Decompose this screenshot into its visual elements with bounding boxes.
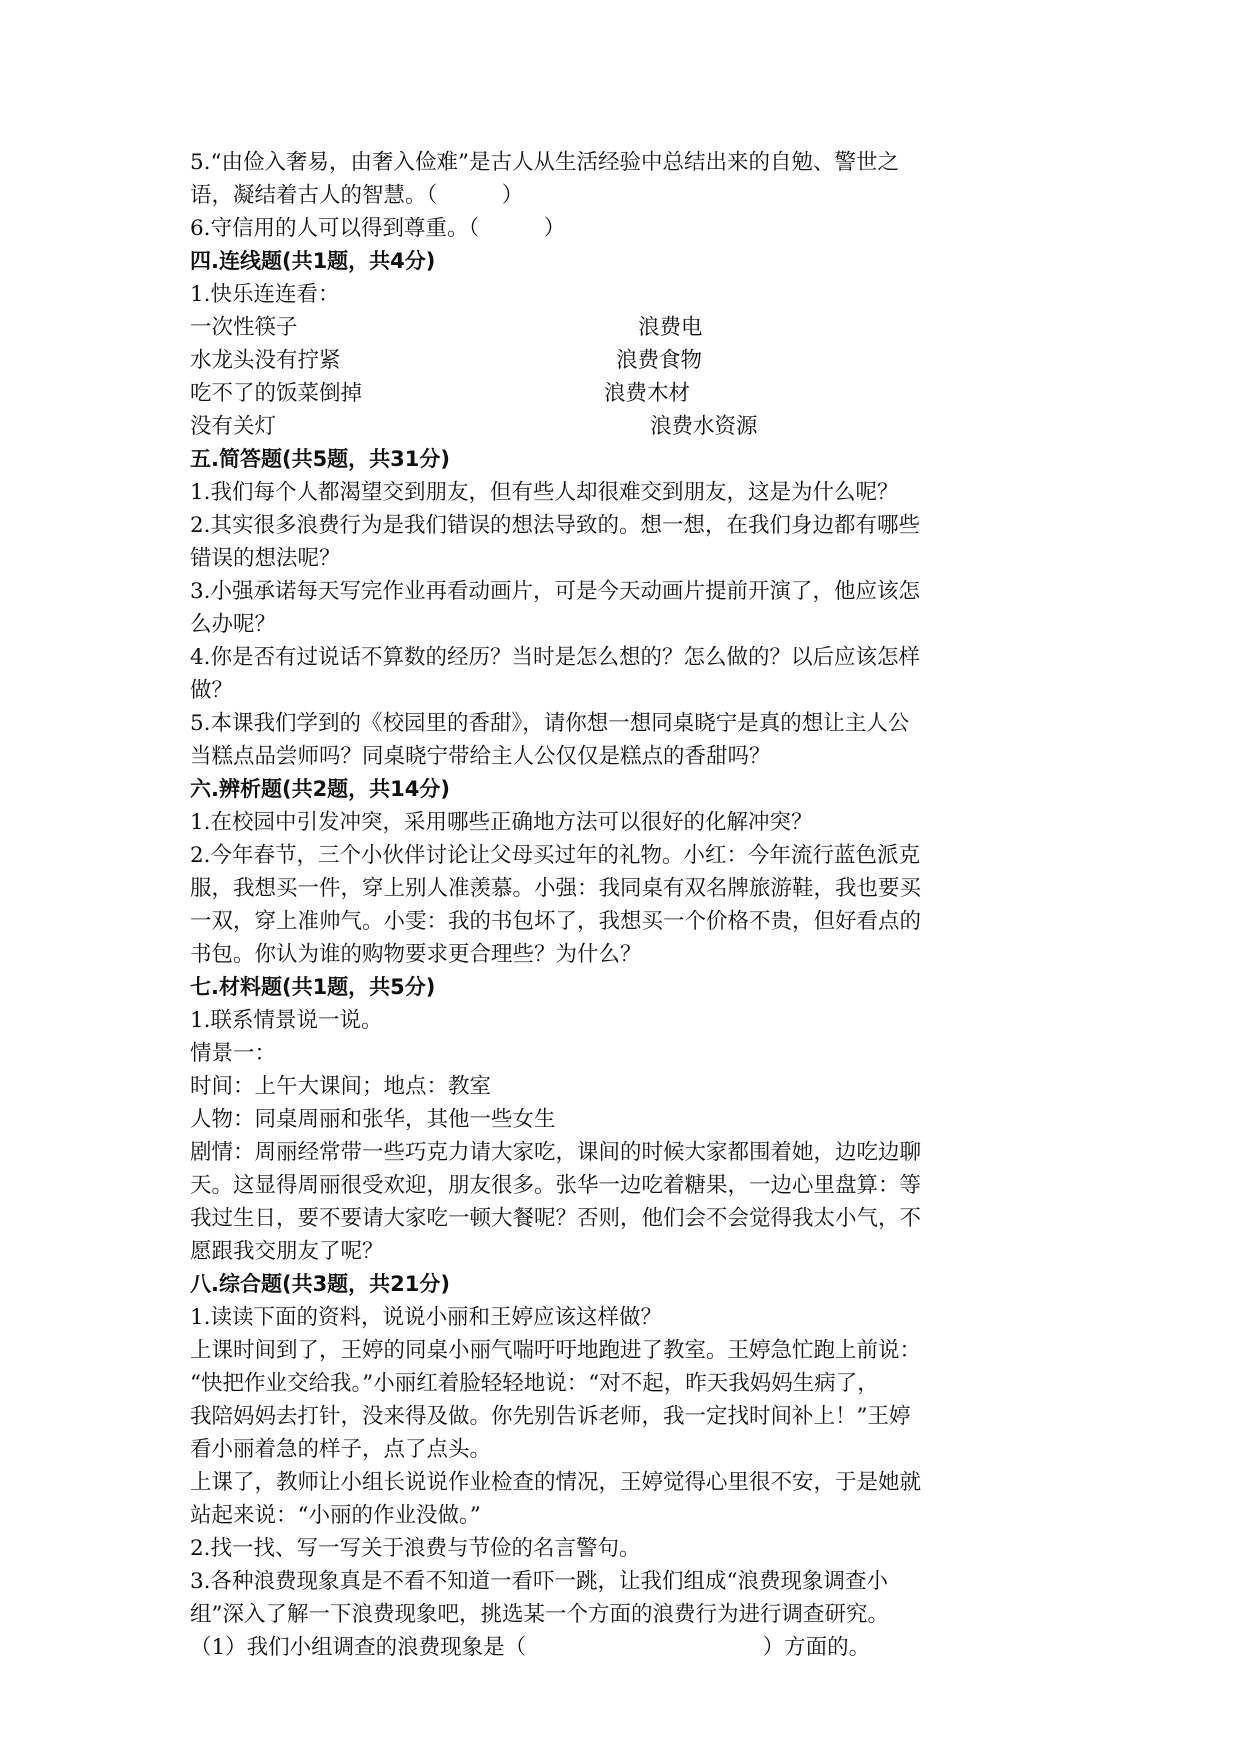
comprehensive-q3-line2: 组”深入了解一下浪费现象吧，挑选某一个方面的浪费行为进行调查研究。	[190, 1602, 889, 1627]
short-answer-q2-line2: 错误的想法呢？	[190, 546, 341, 571]
matching-row	[190, 377, 1050, 410]
analysis-q2-line1: 2.今年春节，三个小伙伴讨论让父母买过年的礼物。小红：今年流行蓝色派克	[190, 843, 921, 868]
matching-q1: 1.快乐连连看：	[190, 282, 340, 307]
comprehensive-p2-line2: 站起来说：“小丽的作业没做。”	[190, 1503, 481, 1528]
comprehensive-p1-line2: “快把作业交给我。”小丽红着脸轻轻地说：“对不起，昨天我妈妈生病了，	[190, 1371, 879, 1396]
matching-right-item: 浪费木材	[604, 381, 691, 406]
section-heading-matching: 四.连线题(共1题，共4分)	[190, 249, 436, 273]
analysis-q1: 1.在校园中引发冲突，采用哪些正确地方法可以很好的化解冲突？	[190, 810, 813, 835]
short-answer-q4-line1: 4.你是否有过说话不算数的经历？当时是怎么想的？怎么做的？以后应该怎样	[190, 645, 921, 670]
material-plot-line1: 剧情：周丽经常带一些巧克力请大家吃，课间的时候大家都围着她，边吃边聊	[190, 1140, 922, 1165]
section-heading-short-answer: 五.简答题(共5题，共31分)	[190, 447, 451, 471]
judgment-q5-line1: 5.“由俭入奢易，由奢入俭难”是古人从生活经验中总结出来的自勉、警世之	[190, 150, 899, 175]
material-q1: 1.联系情景说一说。	[190, 1008, 383, 1033]
comprehensive-q1: 1.读读下面的资料，说说小丽和王婷应该这样做？	[190, 1305, 663, 1330]
short-answer-q2-line1: 2.其实很多浪费行为是我们错误的想法导致的。想一想，在我们身边都有哪些	[190, 513, 921, 538]
short-answer-q5-line2: 当糕点品尝师吗？同桌晓宁带给主人公仅仅是糕点的香甜吗？	[190, 744, 771, 769]
section-heading-analysis: 六.辨析题(共2题，共14分)	[190, 777, 451, 801]
matching-left-item: 吃不了的饭菜倒掉	[190, 381, 363, 406]
comprehensive-p1-line3: 我陪妈妈去打针，没来得及做。你先别告诉老师，我一定找时间补上！”王婷	[190, 1404, 911, 1429]
matching-row	[190, 344, 1050, 377]
comprehensive-p1-line1: 上课时间到了，王婷的同桌小丽气喘吁吁地跑进了教室。王婷急忙跑上前说：	[190, 1338, 922, 1363]
matching-right-item: 浪费电	[638, 315, 703, 340]
material-plot-line2: 天。这显得周丽很受欢迎，朋友很多。张华一边吃着糖果，一边心里盘算：等	[190, 1173, 922, 1198]
exam-page	[190, 146, 1050, 1664]
comprehensive-q3-sub1: （1）我们小组调查的浪费现象是（ ）方面的。	[190, 1635, 871, 1660]
section-heading-comprehensive: 八.综合题(共3题，共21分)	[190, 1272, 451, 1296]
short-answer-q1: 1.我们每个人都渴望交到朋友，但有些人却很难交到朋友，这是为什么呢？	[190, 480, 899, 505]
matching-left-item: 一次性筷子	[190, 315, 298, 340]
comprehensive-q3-line1: 3.各种浪费现象真是不看不知道一看吓一跳，让我们组成“浪费现象调查小	[190, 1569, 889, 1594]
matching-right-item: 浪费食物	[616, 348, 703, 373]
short-answer-q4-line2: 做？	[190, 678, 234, 703]
judgment-q6: 6.守信用的人可以得到尊重。（ ）	[190, 216, 566, 241]
analysis-q2-line4: 书包。你认为谁的购物要求更合理些？为什么？	[190, 942, 642, 967]
matching-left-item: 水龙头没有拧紧	[190, 348, 341, 373]
material-people: 人物：同桌周丽和张华，其他一些女生	[190, 1107, 556, 1132]
matching-row	[190, 410, 1050, 443]
matching-left-item: 没有关灯	[190, 414, 277, 439]
material-scene-label: 情景一：	[190, 1041, 277, 1066]
comprehensive-q2: 2.找一找、写一写关于浪费与节俭的名言警句。	[190, 1536, 641, 1561]
material-time-place: 时间：上午大课间；地点：教室	[190, 1074, 492, 1099]
judgment-q5-line2: 语，凝结着古人的智慧。（ ）	[190, 183, 524, 208]
short-answer-q3-line2: 么办呢？	[190, 612, 277, 637]
matching-right-item: 浪费水资源	[650, 414, 758, 439]
short-answer-q3-line1: 3.小强承诺每天写完作业再看动画片，可是今天动画片提前开演了，他应该怎	[190, 579, 921, 604]
comprehensive-p2-line1: 上课了，教师让小组长说说作业检查的情况，王婷觉得心里很不安，于是她就	[190, 1470, 922, 1495]
material-plot-line4: 愿跟我交朋友了呢？	[190, 1239, 384, 1264]
matching-row	[190, 311, 1050, 344]
analysis-q2-line3: 一双，穿上准帅气。小雯：我的书包坏了，我想买一个价格不贵，但好看点的	[190, 909, 922, 934]
material-plot-line3: 我过生日，要不要请大家吃一顿大餐呢？否则，他们会不会觉得我太小气，不	[190, 1206, 922, 1231]
analysis-q2-line2: 服，我想买一件，穿上别人准羡慕。小强：我同桌有双名牌旅游鞋，我也要买	[190, 876, 922, 901]
short-answer-q5-line1: 5.本课我们学到的《校园里的香甜》，请你想一想同桌晓宁是真的想让主人公	[190, 711, 910, 736]
section-heading-material: 七.材料题(共1题，共5分)	[190, 975, 436, 999]
comprehensive-p1-line4: 看小丽着急的样子，点了点头。	[190, 1437, 492, 1462]
